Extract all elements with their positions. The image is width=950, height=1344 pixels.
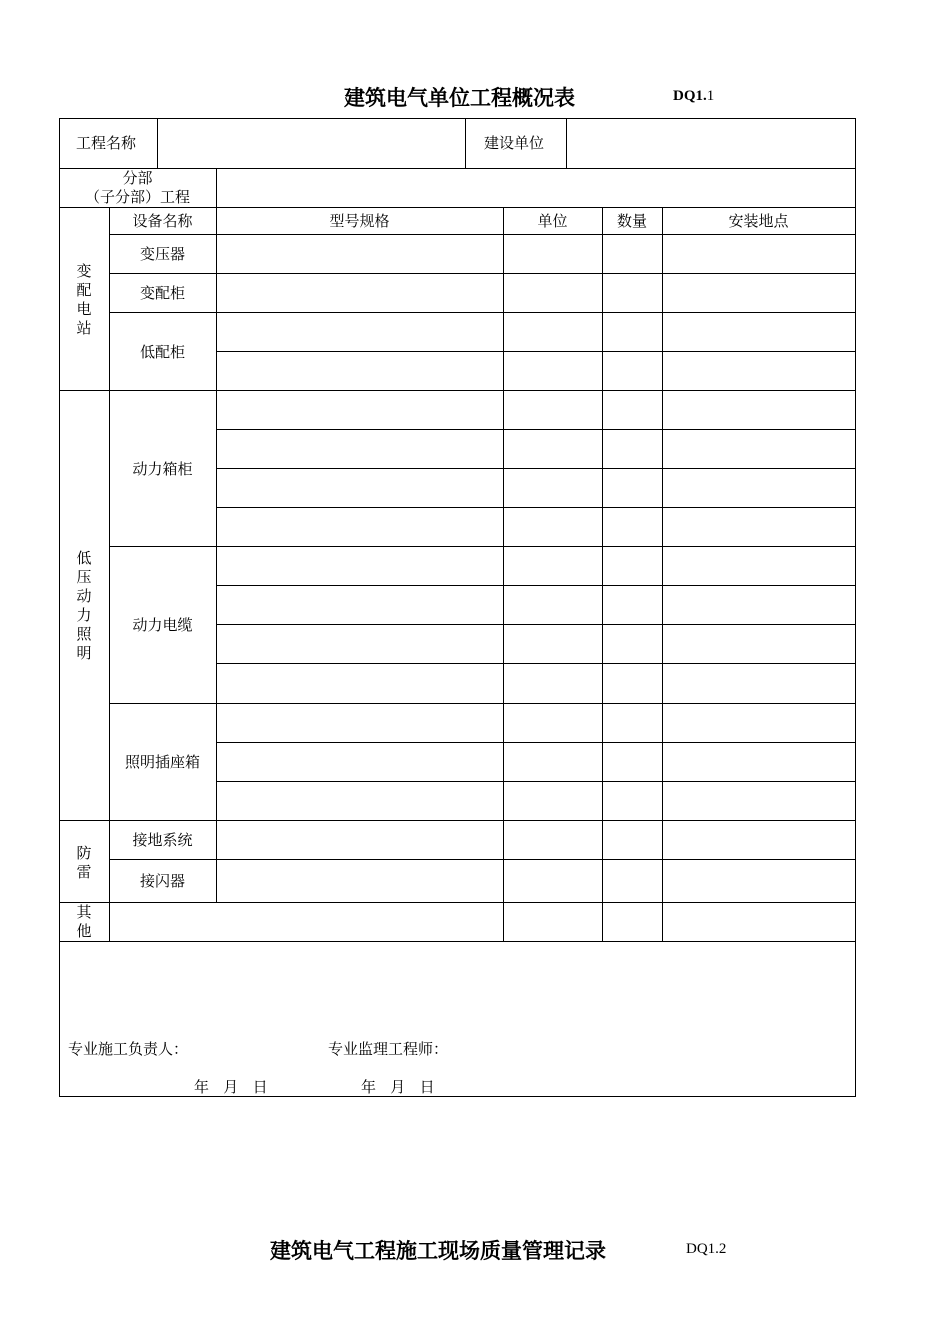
rule: [109, 703, 856, 704]
rule: [109, 859, 856, 860]
form2-title: 建筑电气工程施工现场质量管理记录: [270, 1239, 606, 1263]
col-quantity: 数量: [616, 212, 647, 230]
group-lightning: 防雷: [76, 844, 92, 881]
item-air-terminal: 接闪器: [139, 872, 185, 890]
rule: [566, 118, 567, 168]
rule: [109, 234, 856, 235]
rule: [59, 390, 856, 391]
item-power-box: 动力箱柜: [132, 460, 193, 478]
col-model-spec: 型号规格: [329, 212, 390, 230]
overview-table: [59, 118, 856, 1097]
form-code: [673, 88, 714, 105]
contractor-date: 年 月 日: [194, 1078, 268, 1096]
rule: [602, 207, 603, 941]
rule: [216, 429, 856, 430]
item-low-cabinet: 低配柜: [139, 343, 185, 361]
rule: [59, 207, 856, 208]
group-substation: 变配电站: [76, 262, 92, 337]
col-location: 安装地点: [728, 212, 789, 230]
supervisor-date: 年 月 日: [361, 1078, 435, 1096]
rule: [216, 585, 856, 586]
form2-code: DQ1.2: [686, 1241, 727, 1257]
item-grounding: 接地系统: [132, 831, 193, 849]
rule: [109, 273, 856, 274]
rule: [109, 546, 856, 547]
item-switchgear: 变配柜: [139, 284, 185, 302]
rule: [465, 118, 466, 168]
item-power-cable: 动力电缆: [132, 616, 193, 634]
form-code-bold: DQ1.: [673, 88, 707, 104]
group-low-voltage: 低压动力照明: [76, 549, 92, 662]
rule: [59, 941, 856, 942]
form-title: 建筑电气单位工程概况表: [344, 86, 575, 110]
contractor-signature-label: 专业施工负责人：: [68, 1040, 189, 1058]
rule: [662, 207, 663, 941]
rule: [59, 820, 856, 821]
subsection-label-line1: 分部: [122, 169, 153, 187]
rule: [59, 118, 60, 1097]
rule: [157, 118, 158, 168]
rule: [216, 168, 217, 902]
col-device-name: 设备名称: [132, 212, 193, 230]
rule: [59, 902, 856, 903]
rule: [216, 468, 856, 469]
form-code-rest: 1: [706, 88, 715, 104]
item-transformer: 变压器: [139, 245, 185, 263]
rule: [216, 351, 856, 352]
col-unit: 单位: [537, 212, 568, 230]
group-other: 其他: [76, 903, 92, 940]
builder-label: 建设单位: [484, 134, 545, 152]
rule: [855, 118, 856, 1097]
rule: [109, 312, 856, 313]
subsection-label-line2: （子分部）工程: [84, 188, 190, 206]
rule: [216, 663, 856, 664]
rule: [216, 624, 856, 625]
rule: [216, 742, 856, 743]
rule: [59, 118, 856, 119]
rule: [216, 781, 856, 782]
rule: [503, 207, 504, 941]
rule: [216, 507, 856, 508]
project-name-label: 工程名称: [76, 134, 137, 152]
item-lighting-box: 照明插座箱: [124, 753, 200, 771]
rule: [59, 1096, 856, 1097]
supervisor-signature-label: 专业监理工程师：: [328, 1040, 449, 1058]
